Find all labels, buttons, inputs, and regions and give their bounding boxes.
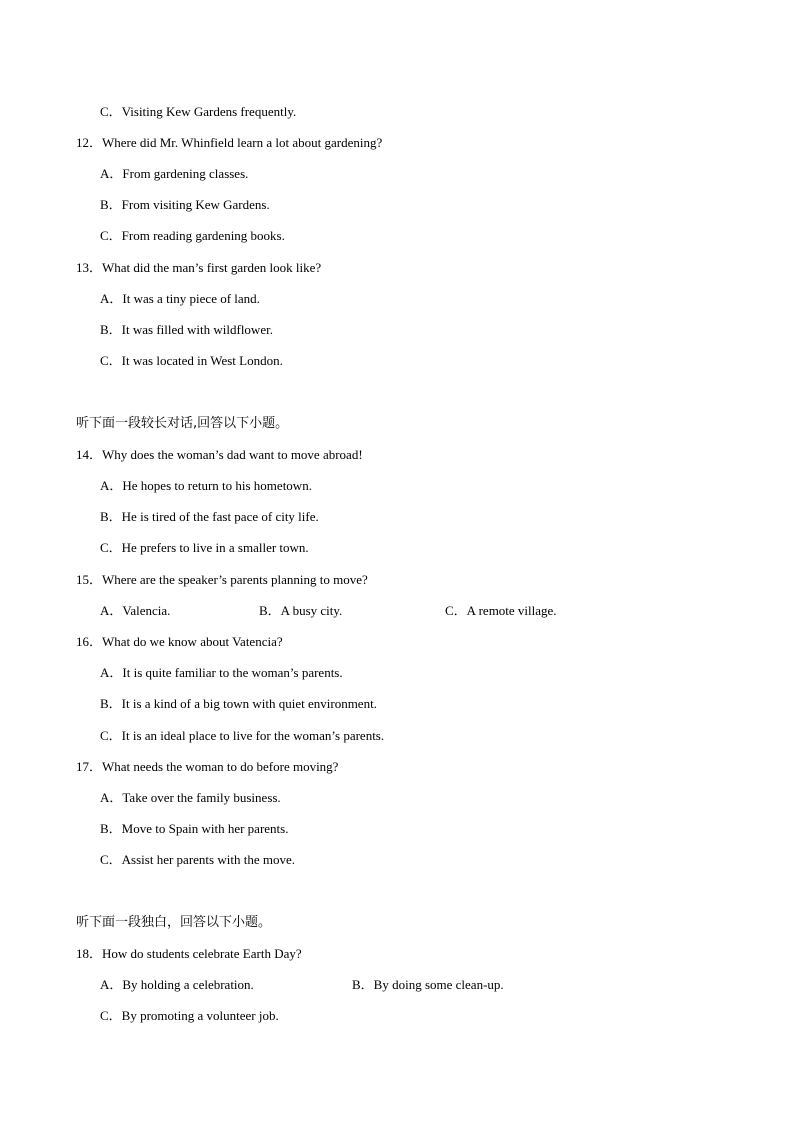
q17-option-b: B．Move to Spain with her parents. xyxy=(100,821,289,836)
q15-option-b: B．A busy city. xyxy=(259,603,343,618)
q13-stem: 13．What did the man’s first garden look like? xyxy=(76,260,322,275)
q14-option-a: A．He hopes to return to his hometown. xyxy=(100,478,312,493)
q13-option-a: A．It was a tiny piece of land. xyxy=(100,291,260,306)
q18-option-b: B．By doing some clean-up. xyxy=(352,977,504,992)
section-heading-dialogue: 听下面一段较长对话,回答以下小题。 xyxy=(76,416,289,431)
q17-option-a: A．Take over the family business. xyxy=(100,790,281,805)
q16-option-c: C．It is an ideal place to live for the woman’s parents. xyxy=(100,728,385,743)
q18-option-a: A．By holding a celebration. xyxy=(100,977,254,992)
q12-stem: 12．Where did Mr. Whinfield learn a lot about gardening? xyxy=(76,135,383,150)
q18-option-c: C．By promoting a volunteer job. xyxy=(100,1008,279,1023)
q16-option-b: B．It is a kind of a big town with quiet environment. xyxy=(100,696,377,711)
q14-option-b: B．He is tired of the fast pace of city life. xyxy=(100,509,319,524)
q18-stem: 18．How do students celebrate Earth Day? xyxy=(76,946,302,961)
q15-option-a: A．Valencia. xyxy=(100,603,171,618)
q14-stem: 14．Why does the woman’s dad want to move abroad! xyxy=(76,447,363,462)
q11-option-c: C．Visiting Kew Gardens frequently. xyxy=(100,104,297,119)
q17-stem: 17．What needs the woman to do before moving? xyxy=(76,759,339,774)
q14-option-c: C．He prefers to live in a smaller town. xyxy=(100,540,309,555)
q12-option-c: C．From reading gardening books. xyxy=(100,228,285,243)
q17-option-c: C．Assist her parents with the move. xyxy=(100,852,295,867)
q15-stem: 15．Where are the speaker’s parents planning to move? xyxy=(76,572,368,587)
q15-option-c: C．A remote village. xyxy=(445,603,557,618)
q16-option-a: A．It is quite familiar to the woman’s parents. xyxy=(100,665,343,680)
q12-option-b: B．From visiting Kew Gardens. xyxy=(100,197,270,212)
q12-option-a: A．From gardening classes. xyxy=(100,166,249,181)
q13-option-c: C．It was located in West London. xyxy=(100,353,283,368)
section-heading-monologue: 听下面一段独白，回答以下小题。 xyxy=(76,915,272,930)
q16-stem: 16．What do we know about Vatencia? xyxy=(76,634,283,649)
q13-option-b: B．It was filled with wildflower. xyxy=(100,322,273,337)
